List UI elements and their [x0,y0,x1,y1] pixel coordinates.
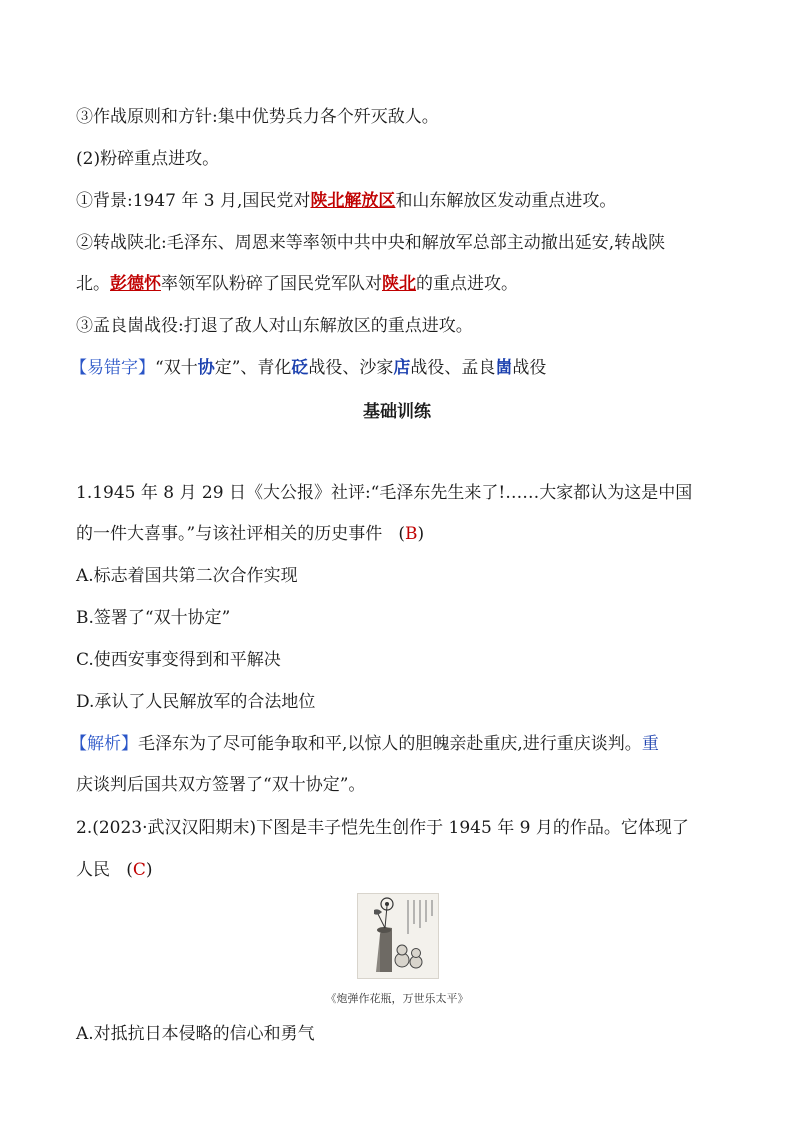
highlight-peng-dehuai: 彭德怀 [110,274,161,294]
text-span: 和山东解放区发动重点进攻。 [395,191,617,211]
artwork-image [357,893,439,979]
text-span: 战役 [512,358,547,378]
text-span: ①背景:1947 年 3 月,国民党对 [76,191,311,211]
analysis-label: 【解析】 [70,734,138,754]
text-line-3 [76,188,616,214]
analysis-text: 毛泽东为了尽可能争取和平,以惊人的胆魄亲赴重庆,进行重庆谈判。 [138,734,642,754]
highlight-shaanbei-liberated-area: 陕北解放区 [310,191,396,211]
q1-option-a: A.标志着国共第二次合作实现 [76,566,298,586]
q2-answer: C [132,860,146,880]
q1-stem-line-2: 的一件大喜事。”与该社评相关的历史事件 (B) [76,524,425,544]
highlight-char: 协 [197,358,215,378]
q2-stem-line-1: 2.(2023·武汉汉阳期末)下图是丰子恺先生创作于 1945 年 9 月的作品。它体现了 [76,818,689,838]
text-line-4: ②转战陕北:毛泽东、周恩来等率领中共中央和解放军总部主动撤出延安,转战陕 [76,233,666,253]
text-span: 战役、沙家 [308,358,394,378]
text-line-7 [70,355,546,381]
text-span: 率领军队粉碎了国民党军队对 [161,274,382,294]
q1-answer: B [405,524,418,544]
text-line-6: ③孟良崮战役:打退了敌人对山东解放区的重点进攻。 [76,316,473,336]
section-title: 基础训练 [363,402,431,422]
q1-analysis-line-1 [70,731,659,757]
q1-option-c: C.使西安事变得到和平解决 [76,650,281,670]
highlight-char: 店 [393,358,411,378]
q1-option-d: D.承认了人民解放军的合法地位 [76,692,316,712]
easy-mistake-label: 【易错字】 [70,358,155,378]
q1-analysis-line-2: 庆谈判后国共双方签署了“双十协定”。 [76,775,366,795]
text-span: 定”、青化 [214,358,292,378]
text-line-5 [76,271,518,297]
artwork-caption: 《炮弹作花瓶，万世乐太平》 [325,992,469,1005]
q2-stem-text: 人民 [76,860,110,880]
q1-option-b: B.签署了“双十协定” [76,608,231,628]
highlight-shaanbei: 陕北 [382,274,416,294]
highlight-char: 崮 [495,358,513,378]
q1-stem-line-1: 1.1945 年 8 月 29 日《大公报》社评:“毛泽东先生来了!……大家都认为这是中国 [76,483,693,503]
text-span: 北。 [76,274,110,294]
q2-stem-line-2: 人民 (C) [76,860,153,880]
text-span: 的重点进攻。 [416,274,518,294]
text-span: “双十 [155,358,198,378]
highlight-char: 砭 [291,358,309,378]
q2-option-a: A.对抵抗日本侵略的信心和勇气 [76,1024,315,1044]
text-line-1: ③作战原则和方针:集中优势兵力各个歼灭敌人。 [76,107,439,127]
text-line-2: (2)粉碎重点进攻。 [76,149,220,169]
q1-stem-text: 的一件大喜事。”与该社评相关的历史事件 [76,524,383,544]
text-span: 战役、孟良 [410,358,496,378]
analysis-text-blue: 重 [641,734,659,754]
artwork-drawing [358,894,438,978]
